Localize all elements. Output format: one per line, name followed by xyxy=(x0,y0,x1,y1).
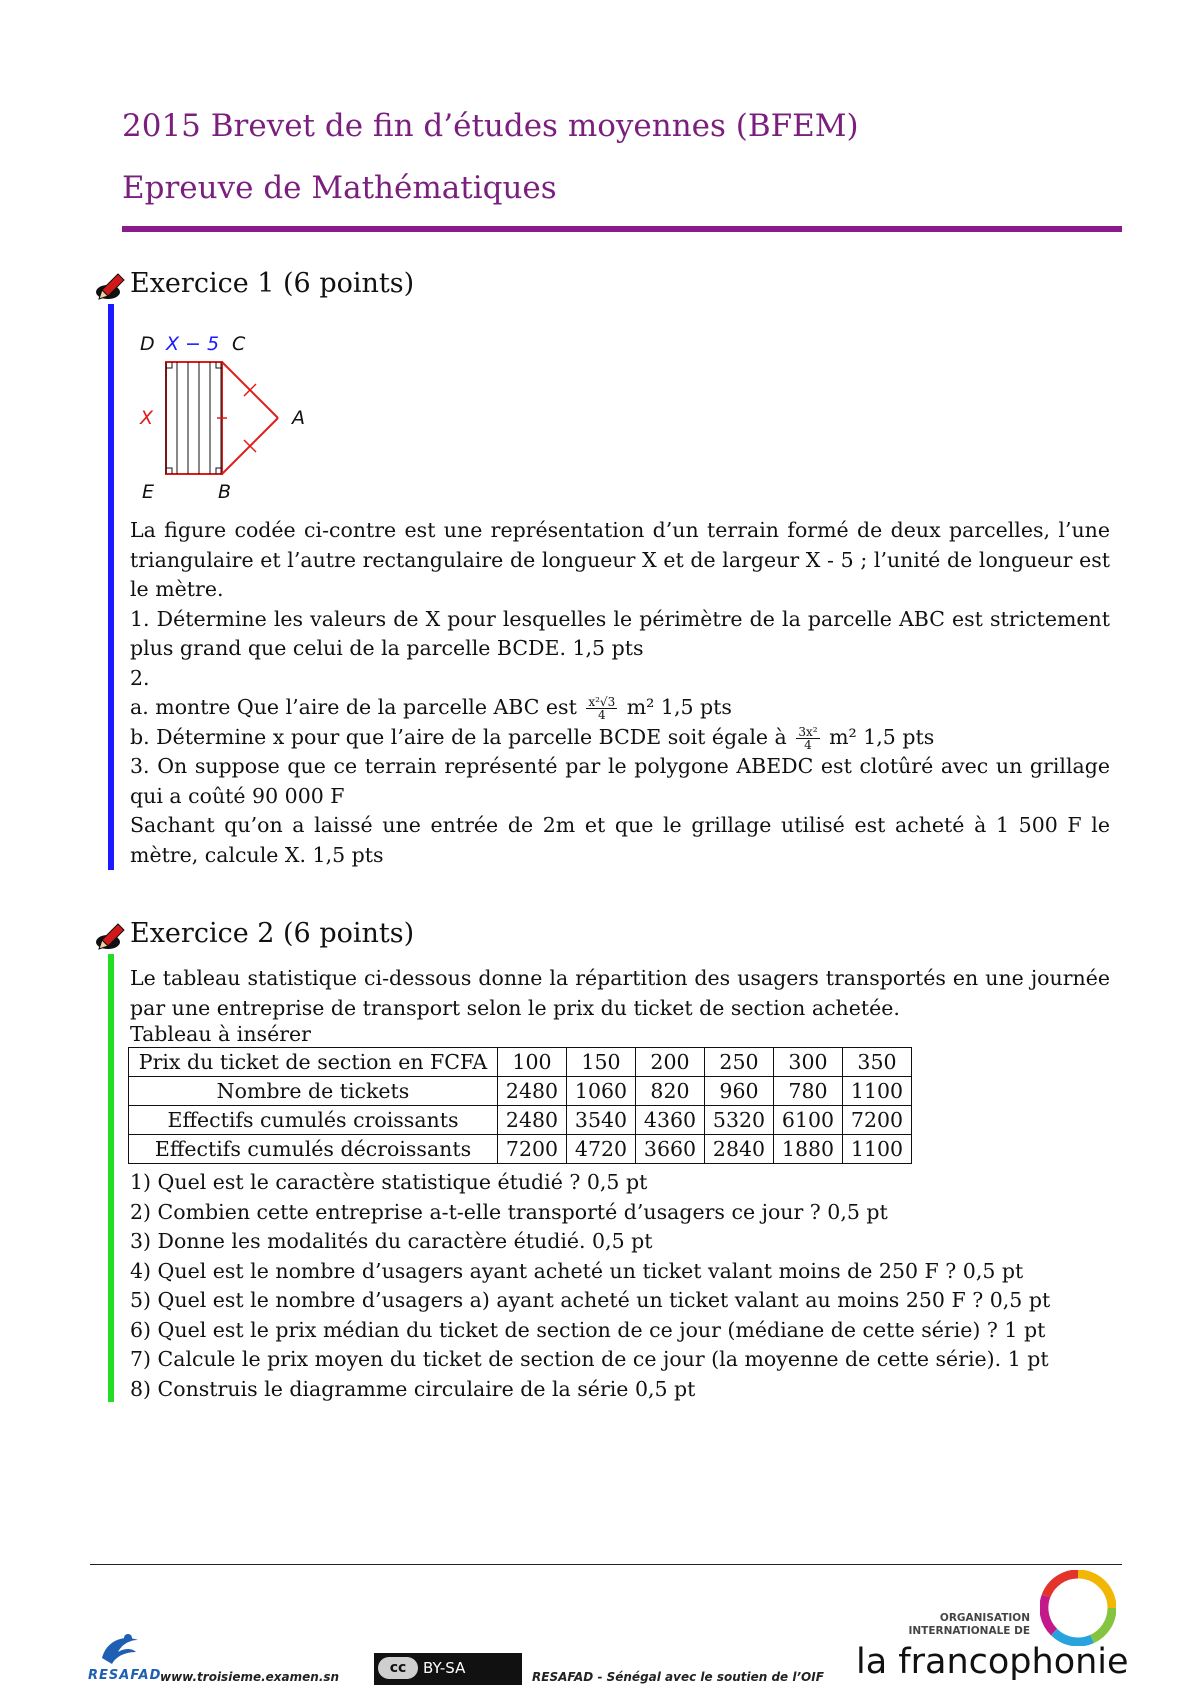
title-underline xyxy=(122,226,1122,232)
exercise1-intro: La figure codée ci-contre est une représentation d’un terrain formé de deux parcelles, l’une triangulaire et l’autre rectangulaire de longueur X et de largeur X - 5 ; l’unité de longueur est le mètre. xyxy=(130,518,1110,601)
exercise2-question: 2) Combien cette entreprise a-t-elle transporté d’usagers ce jour ? 0,5 pt xyxy=(130,1199,888,1224)
table-cell: 100 xyxy=(498,1048,567,1077)
exercise2-side-bar xyxy=(108,954,114,1402)
table-cell: 1060 xyxy=(567,1077,636,1106)
table-cell: 2480 xyxy=(498,1077,567,1106)
fraction: $\frac{\text{3x²}}{4}$ xyxy=(798,724,818,752)
exercise2-question: 6) Quel est le prix médian du ticket de section de ce jour (médiane de cette série) ? 1 pt xyxy=(130,1317,1046,1342)
figure-label-E: E xyxy=(142,481,155,503)
exercise2-questions xyxy=(130,1168,1110,1404)
exercise2-intro: Le tableau statistique ci-dessous donne la répartition des usagers transportés en une journée par une entreprise de transport selon le prix du ticket de section achetée. xyxy=(130,966,1110,1020)
table-cell: 780 xyxy=(774,1077,843,1106)
exercise1-question-2: 2. xyxy=(130,665,150,690)
exercise2-question: 4) Quel est le nombre d’usagers ayant acheté un ticket valant moins de 250 F ? 0,5 pt xyxy=(130,1258,1024,1283)
resafad-logo-icon xyxy=(96,1630,144,1664)
exercise2-question: 5) Quel est le nombre d’usagers a) ayant acheté un ticket valant au moins 250 F ? 0,5 pt xyxy=(130,1288,1051,1312)
exercise1-question-3-continued: Sachant qu’on a laissé une entrée de 2m et que le grillage utilisé est acheté à 1 500 F le mètre, calcule X. 1,5 pts xyxy=(130,813,1110,867)
resafad-label: RESAFAD xyxy=(88,1668,162,1683)
exercise1-side-bar xyxy=(108,304,114,870)
table-cell: 820 xyxy=(636,1077,705,1106)
table-cell: 350 xyxy=(843,1048,912,1077)
table-cell: 3660 xyxy=(636,1135,705,1164)
pencil-icon xyxy=(94,918,128,952)
table-row xyxy=(129,1077,912,1106)
exercise1-question-1: 1. Détermine les valeurs de X pour lesquelles le périmètre de la parcelle ABC est strictement plus grand que celui de la parcelle BCDE. 1,5 pts xyxy=(130,606,1110,660)
table-cell: 150 xyxy=(567,1048,636,1077)
table-cell: 7200 xyxy=(498,1135,567,1164)
oif-caption xyxy=(880,1612,1030,1638)
table-cell: Nombre de tickets xyxy=(129,1077,498,1106)
figure-rectangle-BCDE xyxy=(166,362,222,474)
table-cell: 5320 xyxy=(705,1106,774,1135)
table-row xyxy=(129,1106,912,1135)
exercise1-question-2a: a. montre Que l’aire de la parcelle ABC est $\frac{\text{x²√3}}{4}$ m² 1,5 pts xyxy=(130,695,732,722)
exercise1-heading: Exercice 1 (6 points) xyxy=(130,268,415,299)
table-cell: 3540 xyxy=(567,1106,636,1135)
document-title: 2015 Brevet de fin d’études moyennes (BFEM) xyxy=(122,108,859,144)
table-cell: 4360 xyxy=(636,1106,705,1135)
table-row xyxy=(129,1135,912,1164)
figure-label-B: B xyxy=(218,481,232,503)
cc-license-badge[interactable] xyxy=(374,1653,522,1685)
table-row xyxy=(129,1048,912,1077)
table-cell: 250 xyxy=(705,1048,774,1077)
cc-icon: cc xyxy=(378,1657,418,1679)
oif-caption-line: ORGANISATION xyxy=(939,1612,1030,1624)
table-cell: 1880 xyxy=(774,1135,843,1164)
table-cell: 2840 xyxy=(705,1135,774,1164)
exercise2-table-note: Tableau à insérer xyxy=(130,1022,311,1046)
document-subtitle: Epreuve de Mathématiques xyxy=(122,170,557,206)
table-cell: 960 xyxy=(705,1077,774,1106)
exercise1-figure xyxy=(128,326,328,506)
statistics-table xyxy=(128,1047,912,1164)
figure-triangle-ABC xyxy=(217,362,278,474)
table-cell: 200 xyxy=(636,1048,705,1077)
table-cell: 2480 xyxy=(498,1106,567,1135)
exercise2-heading: Exercice 2 (6 points) xyxy=(130,918,415,949)
table-cell: 300 xyxy=(774,1048,843,1077)
table-cell: 1100 xyxy=(843,1077,912,1106)
figure-label-length: X xyxy=(140,407,154,429)
oif-caption-line: INTERNATIONALE DE xyxy=(908,1625,1030,1637)
figure-label-C: C xyxy=(232,333,246,355)
website-link[interactable]: www.troisieme.examen.sn xyxy=(160,1670,340,1684)
table-cell: Prix du ticket de section en FCFA xyxy=(129,1048,498,1077)
figure-label-D: D xyxy=(140,333,155,355)
exercise1-body xyxy=(130,516,1110,870)
table-cell: 6100 xyxy=(774,1106,843,1135)
exercise2-question: 8) Construis le diagramme circulaire de la série 0,5 pt xyxy=(130,1376,696,1401)
table-cell: 1100 xyxy=(843,1135,912,1164)
fraction: $\frac{\text{x²√3}}{4}$ xyxy=(588,695,616,722)
footer-credit: RESAFAD - Sénégal avec le soutien de l’OIF xyxy=(532,1670,824,1684)
exercise1-question-2b: b. Détermine x pour que l’aire de la parcelle BCDE soit égale à $\frac{\text{3x²}}{4}$ m² 1,5 pts xyxy=(130,724,935,752)
francophonie-ring-icon xyxy=(1040,1570,1116,1646)
footer-divider xyxy=(90,1564,1122,1565)
oif-wordmark: la francophonie xyxy=(856,1642,1129,1682)
exercise2-question: 3) Donne les modalités du caractère étudié. 0,5 pt xyxy=(130,1229,653,1253)
exercise2-intro-block xyxy=(130,964,1110,1045)
figure-label-width: X − 5 xyxy=(166,333,220,355)
figure-label-A: A xyxy=(292,407,305,429)
pencil-icon xyxy=(94,268,128,302)
table-cell: Effectifs cumulés décroissants xyxy=(129,1135,498,1164)
exercise2-question: 7) Calcule le prix moyen du ticket de section de ce jour (la moyenne de cette série). 1 pt xyxy=(130,1347,1049,1371)
table-cell: 4720 xyxy=(567,1135,636,1164)
table-cell: 7200 xyxy=(843,1106,912,1135)
exercise1-question-3: 3. On suppose que ce terrain représenté par le polygone ABEDC est clotûré avec un grillage qui a coûté 90 000 F xyxy=(130,754,1110,808)
table-cell: Effectifs cumulés croissants xyxy=(129,1106,498,1135)
license-label: BY-SA xyxy=(423,1659,466,1677)
exercise2-question: 1) Quel est le caractère statistique étudié ? 0,5 pt xyxy=(130,1170,648,1194)
